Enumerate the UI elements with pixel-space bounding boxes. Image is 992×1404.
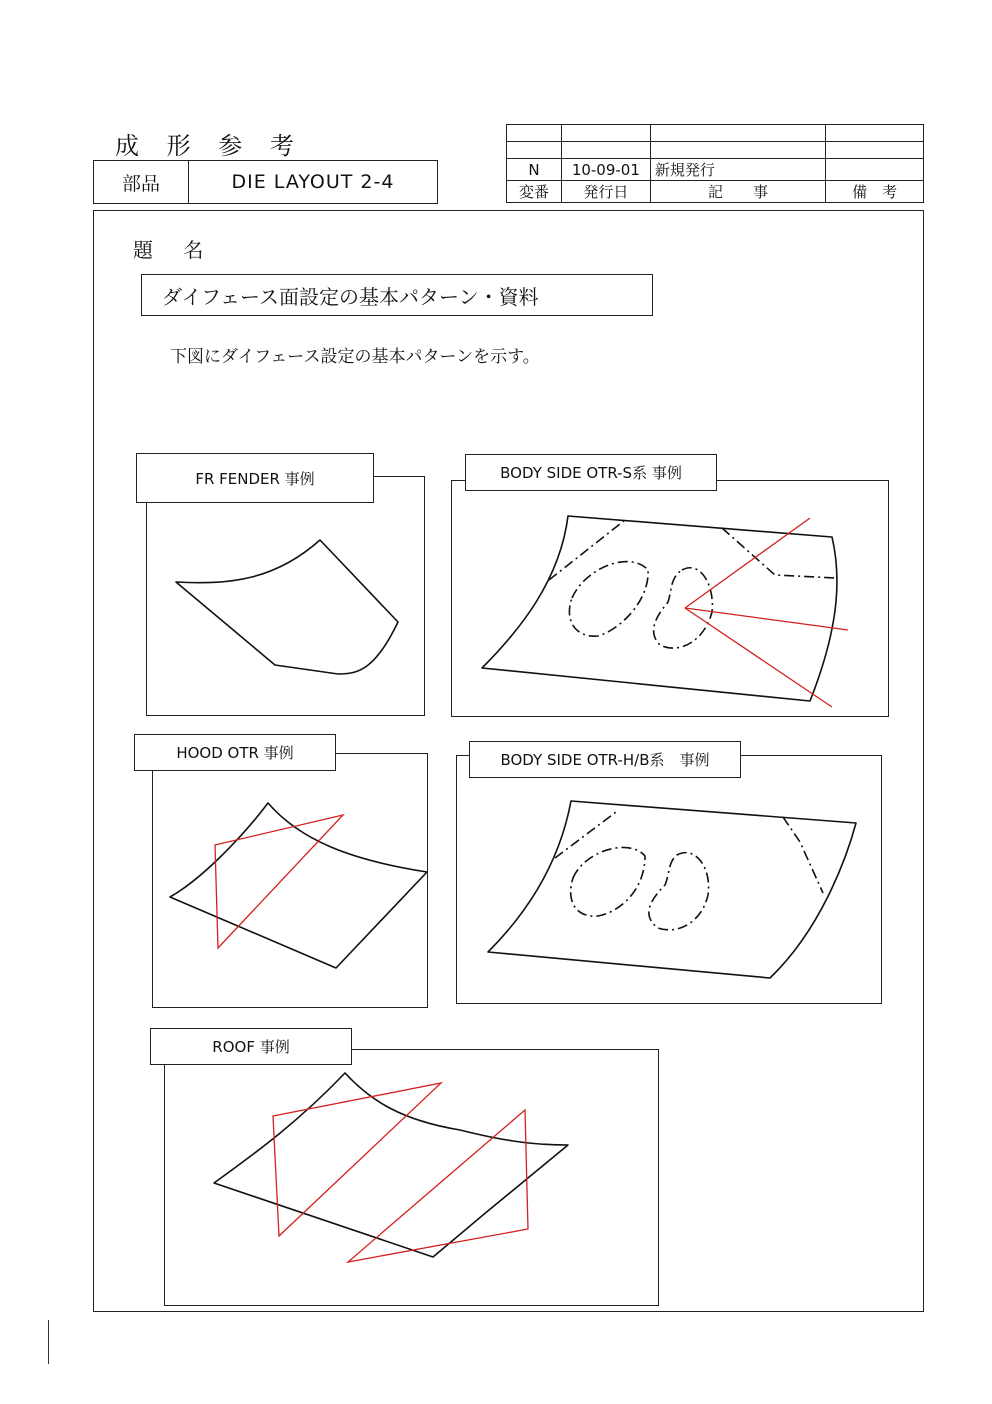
body-side-s-red-line <box>685 518 810 608</box>
margin-mark <box>48 1320 49 1364</box>
fr-fender-shape <box>176 540 398 674</box>
revision-date: 10-09-01 <box>561 159 650 181</box>
fr-fender-label: FR FENDER 事例 <box>136 453 374 503</box>
hood-otr-red-shape <box>215 815 343 948</box>
page-heading: 成 形 参 考 <box>115 132 304 160</box>
body-side-s-outline <box>482 516 837 701</box>
revision-article: 新規発行 <box>650 159 825 181</box>
hood-otr-label: HOOD OTR 事例 <box>134 734 336 771</box>
revision-change-no: N <box>507 159 562 181</box>
roof-outline <box>214 1073 568 1257</box>
title-label: 題 名 <box>133 238 216 262</box>
part-value: DIE LAYOUT 2-4 <box>231 171 395 193</box>
body-side-s-opening <box>654 568 713 648</box>
body-side-hb-dashdot <box>783 817 823 893</box>
document-title: ダイフェース面設定の基本パターン・資料 <box>141 274 653 316</box>
body-side-hb-label: BODY SIDE OTR-H/B系 事例 <box>469 741 741 778</box>
body-side-s-red-line <box>685 608 848 630</box>
column-header: 発行日 <box>561 181 650 203</box>
body-side-hb-opening <box>571 847 645 916</box>
column-header: 記 事 <box>650 181 825 203</box>
roof-red-shape <box>348 1110 528 1262</box>
body-side-s-label: BODY SIDE OTR-S系 事例 <box>465 454 717 491</box>
body-side-hb-opening <box>649 853 709 930</box>
description: 下図にダイフェース設定の基本パターンを示す。 <box>170 347 540 367</box>
column-header: 変番 <box>507 181 562 203</box>
roof-red-shape <box>273 1083 441 1236</box>
hood-otr-outline <box>170 803 427 968</box>
roof-label: ROOF 事例 <box>150 1028 352 1065</box>
body-side-hb-dashdot <box>555 812 616 858</box>
body-side-s-red-line <box>685 608 832 707</box>
column-header: 備 考 <box>826 181 924 203</box>
part-label: 部品 <box>94 161 189 203</box>
body-side-s-opening <box>569 562 648 637</box>
body-side-hb-outline <box>488 801 856 978</box>
